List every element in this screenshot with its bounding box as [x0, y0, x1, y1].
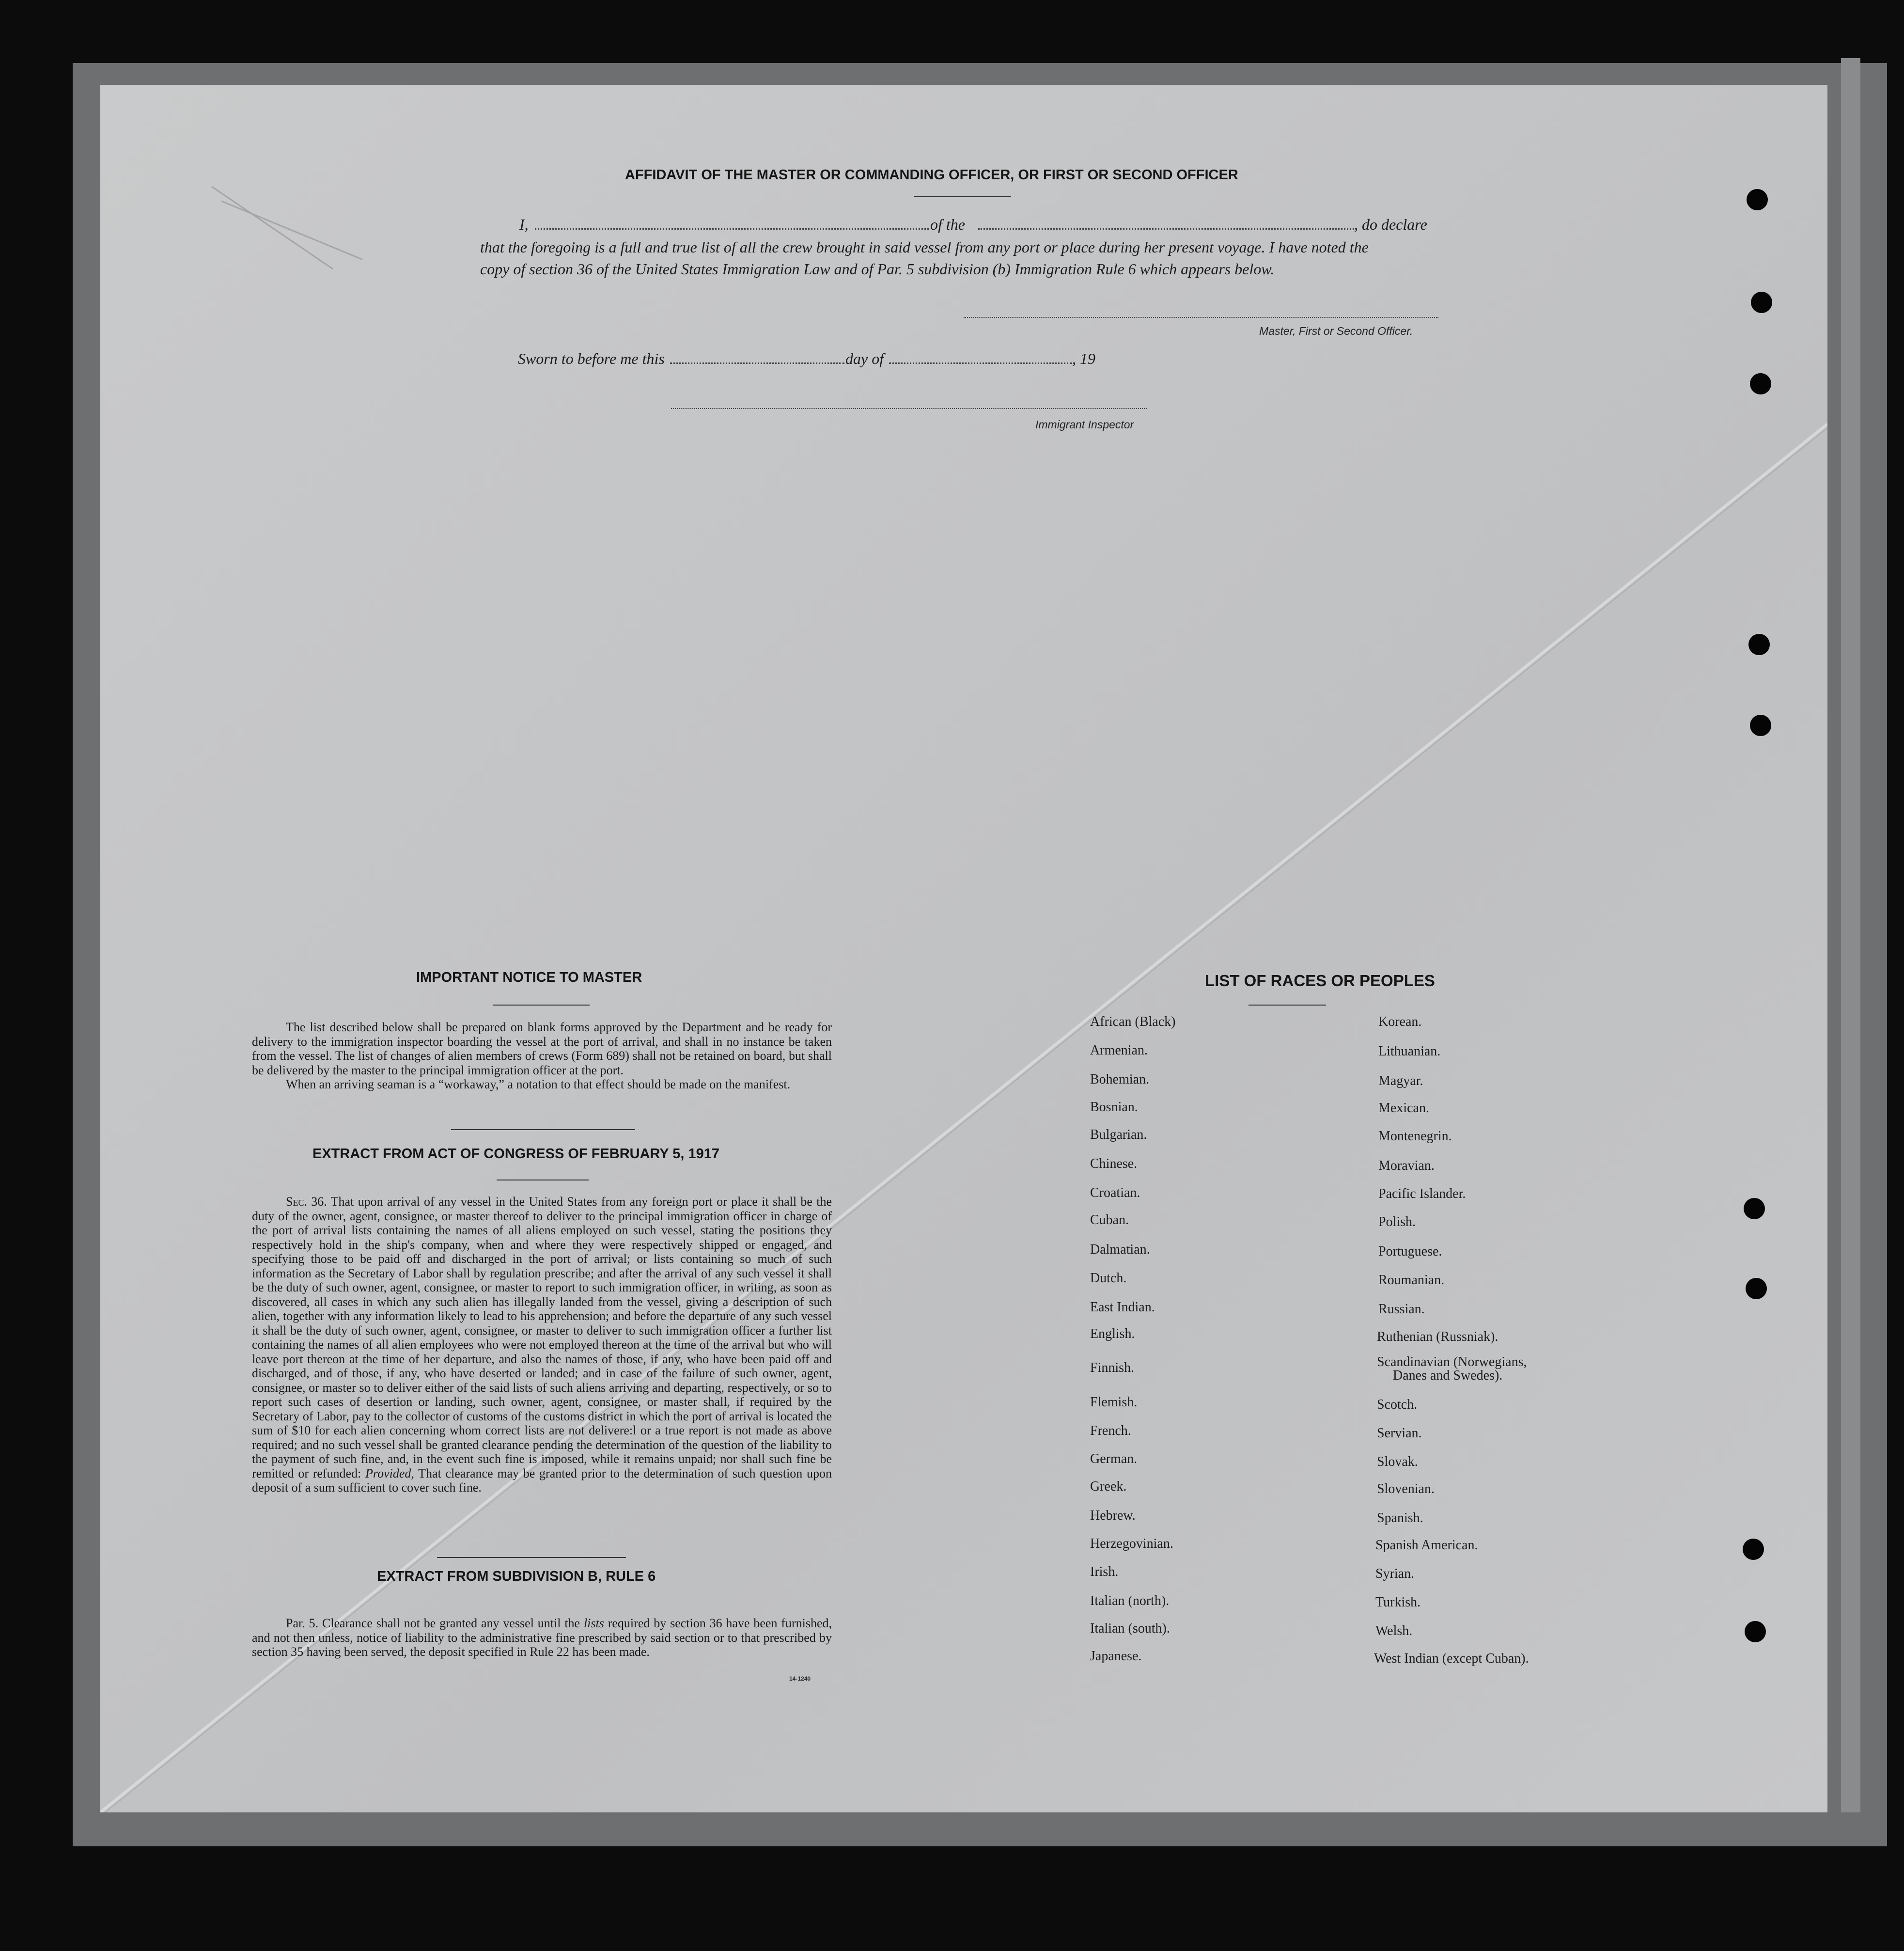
race-item: Finnish. [1090, 1360, 1135, 1375]
race-item: Bosnian. [1090, 1100, 1138, 1115]
punch-hole-9 [1745, 1621, 1766, 1642]
race-item: Moravian. [1378, 1158, 1435, 1173]
inspector-signature-field[interactable] [671, 408, 1147, 409]
sworn-mid: day of [845, 350, 884, 367]
race-item: Pacific Islander. [1378, 1186, 1466, 1201]
race-item: English. [1090, 1326, 1135, 1341]
sworn-day-field[interactable] [670, 362, 844, 364]
rule-text-1: Par. 5. Clearance shall not be granted any vessel until the [286, 1616, 580, 1630]
race-item: Lithuanian. [1378, 1044, 1441, 1059]
race-item: Flemish. [1090, 1395, 1138, 1410]
race-item: Magyar. [1378, 1073, 1423, 1088]
act-text-2: That clearance may be granted prior to the determination of such question upon deposit of a sum sufficient to cover such fine. [252, 1466, 832, 1495]
race-item: Italian (south). [1090, 1621, 1170, 1636]
races-title: LIST OF RACES OR PEOPLES [1205, 972, 1435, 990]
race-item: Greek. [1090, 1479, 1127, 1494]
punch-hole-2 [1751, 292, 1772, 313]
race-item: African (Black) [1090, 1014, 1176, 1029]
race-item: Portuguese. [1378, 1244, 1442, 1259]
sworn-month-field[interactable] [889, 362, 1072, 364]
act-sec-label: Sec. 36. [286, 1195, 327, 1209]
race-item: Montenegrin. [1378, 1129, 1452, 1144]
race-item: Turkish. [1375, 1595, 1421, 1610]
race-item: Cuban. [1090, 1212, 1129, 1227]
race-item: Dalmatian. [1090, 1242, 1150, 1257]
notice-body [252, 1020, 832, 1092]
notice-title-rule [493, 1005, 590, 1006]
race-item: Italian (north). [1090, 1593, 1170, 1608]
race-item: Slovenian. [1377, 1481, 1435, 1496]
race-item: East Indian. [1090, 1300, 1155, 1315]
punch-hole-4 [1748, 634, 1770, 655]
act-title: EXTRACT FROM ACT OF CONGRESS OF FEBRUARY 5, 1917 [312, 1146, 720, 1162]
vessel-name-field[interactable] [978, 228, 1354, 230]
affidavit-title-rule [914, 196, 1011, 197]
race-item: Chinese. [1090, 1156, 1138, 1171]
race-item: German. [1090, 1451, 1138, 1466]
race-item: Roumanian. [1378, 1273, 1445, 1288]
notice-para-2: When an arriving seaman is a “workaway,” a notation to that effect should be made on the manifest. [286, 1077, 791, 1091]
rule-title: EXTRACT FROM SUBDIVISION B, RULE 6 [377, 1569, 656, 1584]
race-item: Bohemian. [1090, 1072, 1150, 1087]
rule-lists: lists [583, 1616, 604, 1630]
page-stack-edge-light [1841, 58, 1860, 1812]
form-code: 14-1240 [789, 1675, 811, 1682]
race-item: Spanish. [1377, 1510, 1423, 1526]
race-item: Croatian. [1090, 1185, 1140, 1200]
punch-hole-6 [1744, 1198, 1765, 1219]
race-item: Hebrew. [1090, 1508, 1136, 1523]
race-item: Japanese. [1090, 1649, 1142, 1664]
rule-body [252, 1616, 832, 1659]
punch-hole-5 [1750, 715, 1771, 736]
act-text-1: That upon arrival of any vessel in the United States from any foreign port or place it shall be the duty of the owner, agent, consignee, or master thereof to deliver to the principal immigration officer in charge of the port of arrival lists containing the names of all aliens employed on such vessel, stating the positions they respectively hold in the ship's company, when and where they were respectively shipped or engaged, and specifying those to be paid off and discharged in the port of arrival; or lists containing so much of such information as the Secretary of Labor shall by regulation prescribe; and after the arrival of any such vessel it shall be the duty of such owner, agent, consignee, or master to report to such immigration officer, in writing, as soon as discovered, all cases in which any such alien has illegally landed from the vessel, giving a description of such alien, together with any information likely to lead to his apprehension; and before the departure of any such vessel it shall be the duty of such owner, agent, consignee, or master to deliver to such immigration officer a further list containing the names of all alien employees who were not employed thereon at the time of the arrival but who will leave port thereon at the time of her departure, and also the names of those, if any, who have been paid off and discharged, and of those, if any, who have deserted or landed; and in case of the failure of such owner, agent, consignee, or master so to deliver either of the said lists of such aliens arriving and departing, respectively, or so to report such cases of desertion or landing, such owner, agent, consignee, or master shall, if required by the Secretary of Labor, pay to the collector of customs of the customs district in which the port of arrival is located the sum of $10 for each alien concerning whom correct lists are not delivere:l or a true report is not made as above required; and no such vessel shall be granted clearance pending the determination of the question of the liability to the payment of such fine, and, in the event such fine is imposed, while it remains unpaid; nor shall such fine be remitted or refunded: [252, 1195, 832, 1480]
race-item: Russian. [1378, 1302, 1425, 1317]
race-item: Bulgarian. [1090, 1127, 1147, 1142]
race-item: French. [1090, 1423, 1131, 1438]
notice-para-1: The list described below shall be prepared on blank forms approved by the Department and be ready for delivery to the immigration inspector boarding the vessel at the port of arrival, and shall in no instance be taken from the vessel. The list of changes of alien members of crews (Form 689) shall not be retained on board, but shall be delivered by the master to the principal immigration officer at the port. [252, 1020, 832, 1077]
sworn-prefix: Sworn to before me this [518, 350, 665, 367]
race-item: Armenian. [1090, 1043, 1148, 1058]
race-item: Spanish American. [1375, 1538, 1478, 1553]
affidavit-title: AFFIDAVIT OF THE MASTER OR COMMANDING OFFICER, OR FIRST OR SECOND OFFICER [625, 167, 1238, 183]
race-item: West Indian (except Cuban). [1374, 1651, 1529, 1666]
race-item: Polish. [1378, 1214, 1416, 1229]
race-item: Ruthenian (Russniak). [1377, 1329, 1498, 1344]
race-item: Korean. [1378, 1014, 1422, 1029]
race-item: Slovak. [1377, 1454, 1418, 1469]
sworn-suffix: , 19 [1072, 350, 1095, 367]
document-page [100, 85, 1827, 1812]
officer-signature-label: Master, First or Second Officer. [1259, 325, 1413, 337]
races-title-rule [1249, 1005, 1326, 1006]
inspector-label: Immigrant Inspector [1035, 418, 1134, 431]
affidavit-line1-suffix: , do declare [1354, 216, 1427, 233]
affidavit-line1-prefix: I, [519, 216, 529, 233]
race-item: Herzegovinian. [1090, 1536, 1173, 1551]
act-top-rule [451, 1129, 635, 1130]
notice-title: IMPORTANT NOTICE TO MASTER [416, 970, 642, 985]
affidavit-line1-mid: of the [930, 216, 965, 233]
master-name-field[interactable] [535, 228, 929, 230]
race-item: Syrian. [1375, 1566, 1415, 1581]
race-item: Welsh. [1375, 1623, 1413, 1638]
affidavit-line2: that the foregoing is a full and true list of all the crew brought in said vessel from any port or place during her present voyage. I have noted the [480, 238, 1369, 256]
officer-signature-field[interactable] [964, 317, 1438, 318]
act-body [252, 1195, 832, 1495]
rule-text-2: required by section 36 have been furnished, and not then unless, notice of liability to the administrative fine prescribed by said section or to that prescribed by section 35 having been served, the deposit specified in Rule 22 has been made. [252, 1616, 832, 1659]
punch-hole-3 [1750, 373, 1771, 394]
fold-crease [100, 85, 1827, 1812]
punch-hole-1 [1747, 189, 1768, 210]
rule-top-rule [437, 1557, 626, 1558]
race-item: Scandinavian (Norwegians, [1377, 1354, 1527, 1369]
punch-hole-8 [1743, 1539, 1764, 1560]
affidavit-line3: copy of section 36 of the United States Immigration Law and of Par. 5 subdivision (b) Immigration Rule 6 which appears below. [480, 260, 1275, 278]
race-item: Dutch. [1090, 1271, 1127, 1286]
race-item: Mexican. [1378, 1101, 1429, 1116]
race-item: Scotch. [1377, 1397, 1418, 1412]
punch-hole-7 [1746, 1278, 1767, 1299]
race-item: Irish. [1090, 1564, 1119, 1579]
race-item-continued: Danes and Swedes). [1393, 1368, 1503, 1383]
act-provided: Provided, [365, 1466, 414, 1480]
race-item: Servian. [1377, 1426, 1422, 1441]
